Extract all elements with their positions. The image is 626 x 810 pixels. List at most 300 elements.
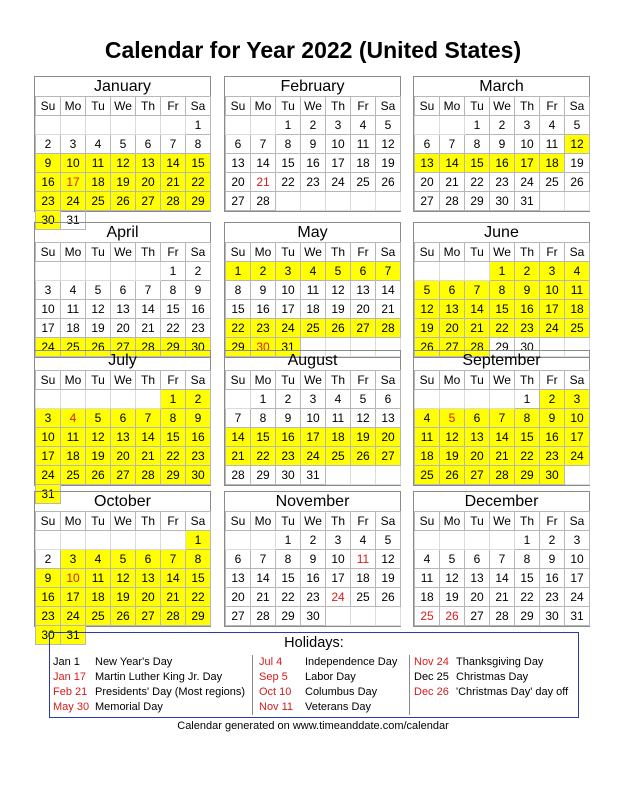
day-cell: 30 — [186, 338, 211, 357]
day-cell: 4 — [61, 409, 86, 428]
holiday-item — [53, 670, 245, 685]
day-cell: 22 — [161, 447, 186, 466]
month-march — [413, 76, 590, 212]
empty-cell — [86, 262, 111, 281]
day-cell: 28 — [136, 466, 161, 485]
day-cell: 10 — [301, 409, 326, 428]
weekday-header: Mo — [251, 243, 276, 262]
day-cell: 9 — [540, 409, 565, 428]
day-cell: 3 — [326, 116, 351, 135]
day-cell: 8 — [161, 409, 186, 428]
day-cell: 2 — [251, 262, 276, 281]
day-cell: 29 — [226, 338, 251, 357]
day-cell: 19 — [440, 588, 465, 607]
day-cell: 21 — [226, 447, 251, 466]
day-cell: 17 — [326, 569, 351, 588]
day-cell: 10 — [36, 428, 61, 447]
day-cell: 3 — [515, 116, 540, 135]
day-cell: 6 — [226, 135, 251, 154]
holiday-date: May 30 — [53, 701, 90, 713]
weekday-header: Fr — [351, 243, 376, 262]
holiday-item — [414, 685, 568, 700]
day-cell: 31 — [61, 211, 86, 230]
weekday-header: Mo — [251, 97, 276, 116]
weekday-header: Mo — [440, 243, 465, 262]
empty-cell — [226, 390, 251, 409]
day-cell: 1 — [186, 116, 211, 135]
day-cell: 14 — [376, 281, 401, 300]
day-cell: 21 — [136, 447, 161, 466]
day-cell: 28 — [440, 192, 465, 211]
day-cell: 15 — [515, 428, 540, 447]
holiday-name: New Year's Day — [95, 656, 173, 668]
holiday-date: Dec 25 — [414, 671, 449, 683]
month-name: November — [275, 493, 350, 510]
day-cell: 18 — [301, 300, 326, 319]
day-cell: 7 — [226, 409, 251, 428]
day-cell: 27 — [351, 319, 376, 338]
weekday-header: Fr — [351, 371, 376, 390]
day-cell: 9 — [301, 135, 326, 154]
weekday-header: Sa — [186, 512, 211, 531]
day-cell: 9 — [186, 409, 211, 428]
day-cell: 26 — [415, 338, 440, 357]
day-cell: 14 — [251, 154, 276, 173]
day-cell: 11 — [415, 569, 440, 588]
holiday-date: Jan 17 — [53, 671, 87, 683]
day-cell: 6 — [111, 409, 136, 428]
weekday-header: Tu — [276, 97, 301, 116]
weekday-header: Su — [415, 371, 440, 390]
day-cell: 31 — [515, 192, 540, 211]
holiday-name: Labor Day — [305, 671, 356, 683]
empty-cell — [376, 607, 401, 626]
holidays-box — [49, 632, 579, 718]
day-cell: 30 — [490, 192, 515, 211]
day-cell: 10 — [565, 409, 590, 428]
weekday-header: Mo — [251, 371, 276, 390]
day-cell: 27 — [376, 447, 401, 466]
day-cell: 6 — [376, 390, 401, 409]
day-cell: 4 — [351, 116, 376, 135]
day-cell: 23 — [301, 173, 326, 192]
day-cell: 30 — [186, 466, 211, 485]
day-cell: 7 — [376, 262, 401, 281]
day-cell: 18 — [86, 173, 111, 192]
empty-cell — [490, 531, 515, 550]
day-cell: 29 — [251, 466, 276, 485]
empty-cell — [351, 607, 376, 626]
day-cell: 29 — [515, 607, 540, 626]
day-cell: 23 — [515, 319, 540, 338]
empty-cell — [376, 192, 401, 211]
day-cell: 15 — [276, 154, 301, 173]
day-cell: 19 — [86, 447, 111, 466]
day-cell: 11 — [415, 428, 440, 447]
day-cell: 30 — [540, 607, 565, 626]
empty-cell — [326, 607, 351, 626]
day-cell: 22 — [515, 447, 540, 466]
weekday-header: Su — [226, 371, 251, 390]
holiday-item — [259, 655, 397, 670]
month-january — [34, 76, 211, 227]
day-cell: 27 — [136, 607, 161, 626]
holiday-item — [53, 685, 245, 700]
day-cell: 4 — [540, 116, 565, 135]
day-cell: 24 — [540, 319, 565, 338]
month-june — [413, 222, 590, 358]
holiday-item — [259, 700, 397, 715]
day-cell: 25 — [351, 588, 376, 607]
day-cell: 7 — [251, 550, 276, 569]
day-cell: 3 — [36, 281, 61, 300]
weekday-header: Fr — [161, 97, 186, 116]
day-cell: 25 — [61, 466, 86, 485]
day-cell: 3 — [36, 409, 61, 428]
empty-cell — [111, 390, 136, 409]
day-cell: 12 — [415, 300, 440, 319]
holiday-name: Thanksgiving Day — [456, 656, 544, 668]
day-cell: 24 — [326, 588, 351, 607]
day-cell: 1 — [276, 116, 301, 135]
day-cell: 24 — [36, 466, 61, 485]
day-cell: 31 — [565, 607, 590, 626]
holiday-name: Independence Day — [305, 656, 398, 668]
day-cell: 16 — [301, 154, 326, 173]
day-cell: 1 — [490, 262, 515, 281]
day-cell: 14 — [226, 428, 251, 447]
weekday-header: Tu — [276, 512, 301, 531]
day-cell: 21 — [136, 319, 161, 338]
empty-cell — [415, 390, 440, 409]
day-cell: 25 — [415, 607, 440, 626]
day-cell: 13 — [136, 154, 161, 173]
empty-cell — [161, 531, 186, 550]
day-cell: 13 — [465, 428, 490, 447]
day-cell: 22 — [465, 173, 490, 192]
day-cell: 24 — [565, 588, 590, 607]
day-cell: 8 — [186, 135, 211, 154]
weekday-header: Mo — [440, 371, 465, 390]
day-cell: 15 — [226, 300, 251, 319]
day-cell: 6 — [111, 281, 136, 300]
day-cell: 29 — [161, 466, 186, 485]
weekday-header: Mo — [61, 243, 86, 262]
day-cell: 4 — [326, 390, 351, 409]
day-cell: 18 — [326, 428, 351, 447]
day-cell: 4 — [301, 262, 326, 281]
day-cell: 19 — [111, 173, 136, 192]
month-may — [224, 222, 401, 358]
weekday-header: We — [301, 371, 326, 390]
day-cell: 28 — [465, 338, 490, 357]
day-cell: 16 — [301, 569, 326, 588]
weekday-header: We — [490, 371, 515, 390]
day-cell: 11 — [565, 281, 590, 300]
day-cell: 22 — [276, 173, 301, 192]
day-cell: 20 — [226, 173, 251, 192]
weekday-header: Th — [515, 512, 540, 531]
day-cell: 2 — [276, 390, 301, 409]
empty-cell — [61, 390, 86, 409]
day-cell: 30 — [301, 607, 326, 626]
day-cell: 22 — [490, 319, 515, 338]
month-name: May — [297, 224, 328, 241]
day-cell: 3 — [540, 262, 565, 281]
weekday-header: Sa — [376, 512, 401, 531]
day-cell: 16 — [515, 300, 540, 319]
weekday-header: Su — [36, 243, 61, 262]
day-cell: 3 — [61, 550, 86, 569]
weekday-header: Mo — [440, 512, 465, 531]
day-cell: 2 — [490, 116, 515, 135]
day-cell: 8 — [465, 135, 490, 154]
day-cell: 25 — [351, 173, 376, 192]
day-cell: 27 — [136, 192, 161, 211]
month-name: February — [280, 78, 345, 95]
empty-cell — [565, 466, 590, 485]
day-cell: 5 — [86, 281, 111, 300]
month-name: March — [479, 78, 524, 95]
day-cell: 5 — [565, 116, 590, 135]
day-cell: 20 — [465, 588, 490, 607]
day-cell: 25 — [86, 607, 111, 626]
empty-cell — [36, 531, 61, 550]
day-cell: 20 — [465, 447, 490, 466]
day-cell: 29 — [161, 338, 186, 357]
day-cell: 23 — [490, 173, 515, 192]
day-cell: 11 — [351, 550, 376, 569]
day-cell: 7 — [136, 409, 161, 428]
day-cell: 8 — [276, 135, 301, 154]
day-cell: 18 — [61, 447, 86, 466]
empty-cell — [415, 116, 440, 135]
empty-cell — [351, 192, 376, 211]
day-cell: 2 — [36, 135, 61, 154]
day-cell: 14 — [490, 428, 515, 447]
day-cell: 5 — [376, 116, 401, 135]
day-cell: 24 — [276, 319, 301, 338]
day-cell: 5 — [351, 390, 376, 409]
day-cell: 23 — [186, 319, 211, 338]
weekday-header: Tu — [276, 243, 301, 262]
day-cell: 23 — [301, 588, 326, 607]
empty-cell — [161, 116, 186, 135]
day-cell: 6 — [136, 135, 161, 154]
day-cell: 9 — [186, 281, 211, 300]
day-cell: 5 — [326, 262, 351, 281]
day-cell: 24 — [61, 192, 86, 211]
day-cell: 2 — [540, 390, 565, 409]
day-cell: 6 — [351, 262, 376, 281]
day-cell: 11 — [61, 300, 86, 319]
weekday-header: We — [111, 97, 136, 116]
day-cell: 8 — [515, 550, 540, 569]
empty-cell — [465, 390, 490, 409]
day-cell: 28 — [490, 607, 515, 626]
empty-cell — [440, 531, 465, 550]
day-cell: 13 — [226, 569, 251, 588]
day-cell: 19 — [376, 154, 401, 173]
weekday-header: Su — [36, 371, 61, 390]
day-cell: 16 — [186, 300, 211, 319]
weekday-header: Th — [326, 97, 351, 116]
day-cell: 20 — [351, 300, 376, 319]
holiday-date: Nov 24 — [414, 656, 449, 668]
weekday-header: We — [111, 371, 136, 390]
day-cell: 22 — [251, 447, 276, 466]
holiday-item — [53, 655, 245, 670]
day-cell: 14 — [161, 154, 186, 173]
day-cell: 25 — [415, 466, 440, 485]
weekday-header: Th — [326, 512, 351, 531]
day-cell: 19 — [351, 428, 376, 447]
day-cell: 6 — [226, 550, 251, 569]
day-cell: 20 — [440, 319, 465, 338]
holiday-name: Christmas Day — [456, 671, 529, 683]
weekday-header: Su — [415, 512, 440, 531]
day-cell: 11 — [61, 428, 86, 447]
weekday-header: Th — [136, 512, 161, 531]
day-cell: 2 — [301, 531, 326, 550]
day-cell: 25 — [540, 173, 565, 192]
day-cell: 12 — [111, 154, 136, 173]
day-cell: 17 — [61, 588, 86, 607]
day-cell: 25 — [61, 338, 86, 357]
empty-cell — [326, 192, 351, 211]
day-cell: 19 — [111, 588, 136, 607]
holiday-column-divider — [252, 655, 253, 715]
day-cell: 20 — [226, 588, 251, 607]
day-cell: 1 — [161, 390, 186, 409]
weekday-header: Sa — [565, 97, 590, 116]
day-cell: 14 — [465, 300, 490, 319]
day-cell: 1 — [515, 531, 540, 550]
holiday-column — [259, 655, 397, 715]
day-cell: 26 — [376, 173, 401, 192]
day-cell: 2 — [515, 262, 540, 281]
day-cell: 29 — [186, 192, 211, 211]
day-cell: 23 — [540, 447, 565, 466]
day-cell: 27 — [465, 466, 490, 485]
day-cell: 15 — [161, 300, 186, 319]
day-cell: 5 — [111, 550, 136, 569]
day-cell: 7 — [490, 550, 515, 569]
day-cell: 17 — [36, 447, 61, 466]
weekday-header: Fr — [351, 97, 376, 116]
weekday-header: Fr — [540, 97, 565, 116]
day-cell: 18 — [351, 569, 376, 588]
holiday-name: Columbus Day — [305, 686, 378, 698]
holiday-date: Jan 1 — [53, 656, 80, 668]
empty-cell — [36, 262, 61, 281]
empty-cell — [226, 116, 251, 135]
day-cell: 16 — [186, 428, 211, 447]
day-cell: 24 — [36, 338, 61, 357]
day-cell: 26 — [376, 588, 401, 607]
weekday-header: Fr — [161, 243, 186, 262]
day-cell: 12 — [376, 550, 401, 569]
day-cell: 12 — [440, 428, 465, 447]
weekday-header: We — [490, 97, 515, 116]
day-cell: 8 — [251, 409, 276, 428]
month-name: August — [287, 352, 338, 369]
month-name: December — [464, 493, 539, 510]
empty-cell — [465, 531, 490, 550]
day-cell: 4 — [351, 531, 376, 550]
month-july — [34, 350, 211, 501]
empty-cell — [376, 466, 401, 485]
day-cell: 12 — [111, 569, 136, 588]
day-cell: 1 — [276, 531, 301, 550]
empty-cell — [351, 466, 376, 485]
weekday-header: Tu — [276, 371, 301, 390]
day-cell: 31 — [61, 626, 86, 645]
day-cell: 26 — [351, 447, 376, 466]
day-cell: 18 — [415, 447, 440, 466]
empty-cell — [86, 531, 111, 550]
day-cell: 21 — [161, 173, 186, 192]
day-cell: 17 — [326, 154, 351, 173]
day-cell: 24 — [301, 447, 326, 466]
day-cell: 8 — [226, 281, 251, 300]
day-cell: 26 — [440, 466, 465, 485]
day-cell: 27 — [226, 607, 251, 626]
day-cell: 28 — [490, 466, 515, 485]
empty-cell — [251, 116, 276, 135]
day-cell: 22 — [276, 588, 301, 607]
day-cell: 17 — [301, 428, 326, 447]
day-cell: 21 — [440, 173, 465, 192]
day-cell: 18 — [61, 319, 86, 338]
holiday-column — [53, 655, 245, 715]
day-cell: 10 — [540, 281, 565, 300]
day-cell: 19 — [440, 447, 465, 466]
day-cell: 28 — [161, 192, 186, 211]
weekday-header: Mo — [61, 371, 86, 390]
weekday-header: Sa — [186, 97, 211, 116]
day-cell: 25 — [326, 447, 351, 466]
weekday-header: We — [490, 243, 515, 262]
day-cell: 19 — [86, 319, 111, 338]
day-cell: 7 — [251, 135, 276, 154]
day-cell: 15 — [490, 300, 515, 319]
weekday-header: Th — [515, 243, 540, 262]
day-cell: 17 — [61, 173, 86, 192]
day-cell: 2 — [36, 550, 61, 569]
empty-cell — [440, 262, 465, 281]
day-cell: 20 — [376, 428, 401, 447]
holiday-column — [414, 655, 568, 700]
footer-credit: Calendar generated on www.timeanddate.com/calendar — [177, 720, 449, 732]
day-cell: 9 — [251, 281, 276, 300]
day-cell: 24 — [565, 447, 590, 466]
day-cell: 13 — [465, 569, 490, 588]
day-cell: 5 — [415, 281, 440, 300]
day-cell: 9 — [301, 550, 326, 569]
day-cell: 10 — [36, 300, 61, 319]
weekday-header: Th — [136, 371, 161, 390]
holiday-column-divider — [409, 655, 410, 715]
holiday-date: Feb 21 — [53, 686, 88, 698]
day-cell: 22 — [226, 319, 251, 338]
weekday-header: Fr — [161, 512, 186, 531]
weekday-header: Su — [36, 512, 61, 531]
day-cell: 16 — [276, 428, 301, 447]
day-cell: 7 — [490, 409, 515, 428]
weekday-header: Tu — [86, 97, 111, 116]
day-cell: 2 — [186, 390, 211, 409]
